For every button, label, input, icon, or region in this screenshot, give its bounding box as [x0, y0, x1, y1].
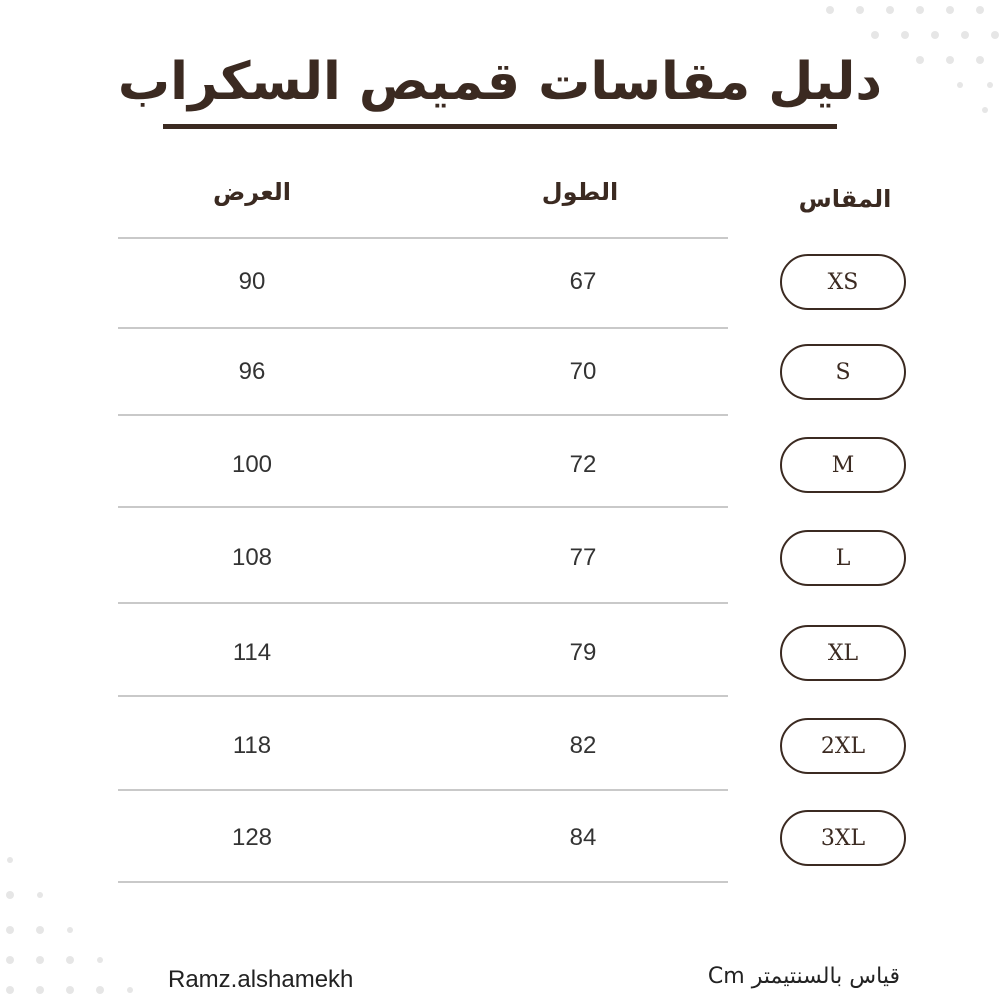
width-value: 108 — [231, 544, 273, 571]
size-badge: XL — [780, 625, 906, 681]
size-badge: XS — [780, 254, 906, 310]
table-divider — [118, 414, 728, 416]
table-row — [0, 344, 1000, 404]
length-value: 84 — [569, 824, 597, 851]
table-divider — [118, 881, 728, 883]
length-value: 82 — [569, 732, 597, 759]
column-header-width: العرض — [213, 178, 291, 206]
table-row — [0, 625, 1000, 685]
length-value: 70 — [569, 358, 597, 385]
table-row — [0, 437, 1000, 497]
table-divider — [118, 237, 728, 239]
length-value: 67 — [569, 268, 597, 295]
title-underline — [163, 124, 837, 129]
table-divider — [118, 327, 728, 329]
size-badge: L — [780, 530, 906, 586]
size-badge: M — [780, 437, 906, 493]
brand-handle: Ramz.alshamekh — [168, 966, 354, 993]
table-row — [0, 810, 1000, 870]
width-value: 100 — [231, 451, 273, 478]
column-header-size: المقاس — [798, 185, 892, 213]
length-value: 77 — [569, 544, 597, 571]
table-divider — [118, 789, 728, 791]
size-badge: 3XL — [780, 810, 906, 866]
length-value: 72 — [569, 451, 597, 478]
table-row — [0, 718, 1000, 778]
table-divider — [118, 602, 728, 604]
column-header-length: الطول — [541, 178, 619, 206]
width-value: 96 — [238, 358, 266, 385]
page-title: دليل مقاسات قميص السكراب — [117, 52, 883, 112]
length-value: 79 — [569, 639, 597, 666]
table-row — [0, 254, 1000, 314]
size-badge: S — [780, 344, 906, 400]
table-row — [0, 530, 1000, 590]
width-value: 118 — [232, 732, 272, 759]
table-divider — [118, 506, 728, 508]
table-divider — [118, 695, 728, 697]
width-value: 114 — [232, 639, 272, 666]
size-badge: 2XL — [780, 718, 906, 774]
unit-note: قياس بالسنتيمتر Cm — [707, 964, 900, 989]
width-value: 128 — [231, 824, 273, 851]
width-value: 90 — [238, 268, 266, 295]
